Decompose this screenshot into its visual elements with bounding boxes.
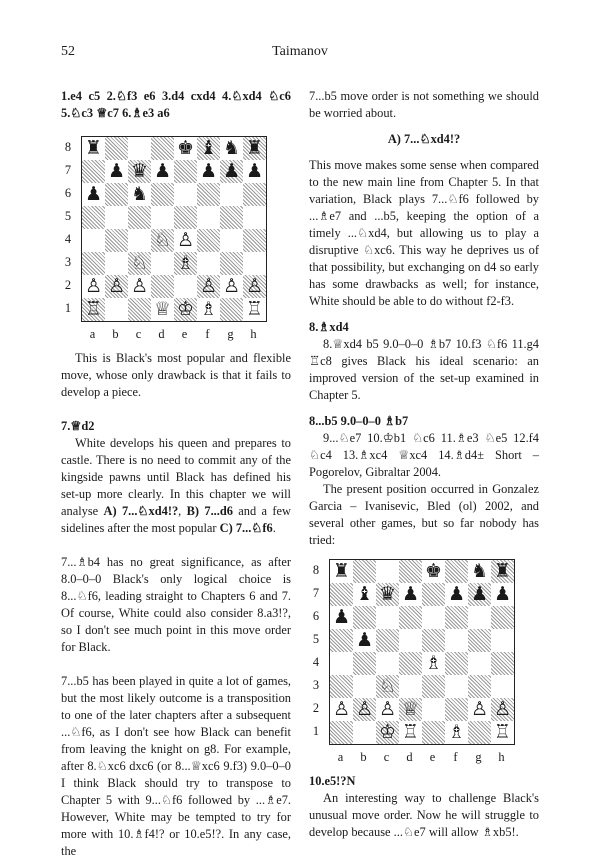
file-label: b	[112, 327, 119, 341]
chess-piece-white: ♙	[353, 698, 376, 721]
paragraph: This is Black's most popular and flexible move, whose only drawback is that it fails to develop a piece.	[61, 351, 291, 399]
board-square	[376, 652, 399, 675]
board-square	[197, 206, 220, 229]
board-square	[197, 252, 220, 275]
board-square	[105, 229, 128, 252]
board-square	[399, 675, 422, 698]
rank-label: 5	[312, 632, 320, 646]
board-square	[151, 275, 174, 298]
rank-label: 7	[64, 163, 72, 177]
move-heading: 8...b5 9.0–0–0 ♗b7	[309, 414, 409, 428]
chess-piece-white: ♖	[399, 721, 422, 744]
board-square	[376, 560, 399, 583]
paragraph: 8.♕xd4 b5 9.0–0–0 ♗b7 10.f3 ♘f6 11.g4 ♖c8 gives Black his ideal scenario: an improved version of the set-up examined in Chapter 5.	[309, 337, 539, 402]
chess-diagram-1	[61, 136, 291, 348]
chess-piece-white: ♖	[82, 298, 105, 321]
chess-piece-black: ♟	[330, 606, 353, 629]
board-square	[330, 583, 353, 606]
board-square	[151, 183, 174, 206]
rank-label: 8	[312, 563, 320, 577]
board-square	[243, 229, 266, 252]
chess-piece-white: ♗	[445, 721, 468, 744]
board-square	[399, 652, 422, 675]
board-square	[491, 652, 514, 675]
chess-piece-black: ♜	[330, 560, 353, 583]
chess-piece-black: ♟	[491, 583, 514, 606]
chess-piece-black: ♚	[422, 560, 445, 583]
paragraph	[61, 435, 291, 537]
rank-label: 6	[64, 186, 72, 200]
chess-piece-white: ♙	[220, 275, 243, 298]
chess-piece-black: ♞	[128, 183, 151, 206]
board-square	[330, 675, 353, 698]
chess-piece-black: ♟	[399, 583, 422, 606]
rank-label: 5	[64, 209, 72, 223]
board-square	[353, 560, 376, 583]
file-label: c	[135, 327, 142, 341]
board-square	[82, 206, 105, 229]
paragraph: The present position occurred in Gonzalez Garcia – Ivanisevic, Bled (ol) 2002, and several other games, but so far nobody has tried:	[309, 482, 539, 547]
text: .	[272, 521, 276, 535]
chess-piece-white: ♙	[376, 698, 399, 721]
board-square	[128, 298, 151, 321]
rank-label: 3	[312, 678, 320, 692]
chess-piece-white: ♗	[197, 298, 220, 321]
chess-piece-black: ♟	[353, 629, 376, 652]
file-labels	[329, 749, 513, 766]
board-square	[422, 698, 445, 721]
board-square	[468, 721, 491, 744]
board-square	[468, 606, 491, 629]
board-square	[376, 606, 399, 629]
board-square	[491, 606, 514, 629]
chess-piece-black: ♞	[220, 137, 243, 160]
page-number: 52	[61, 44, 75, 59]
chess-piece-white: ♔	[174, 298, 197, 321]
chess-piece-black: ♝	[353, 583, 376, 606]
rank-labels	[309, 559, 323, 743]
board-square	[422, 721, 445, 744]
board-square	[174, 206, 197, 229]
board-square	[82, 229, 105, 252]
chess-piece-white: ♙	[105, 275, 128, 298]
chess-piece-black: ♟	[197, 160, 220, 183]
chess-piece-white: ♙	[491, 698, 514, 721]
chess-piece-black: ♟	[468, 583, 491, 606]
board-square	[243, 206, 266, 229]
board-square	[82, 160, 105, 183]
board-square	[174, 275, 197, 298]
text: and a few sidelines after the most popular	[61, 504, 291, 535]
board-square	[243, 183, 266, 206]
right-column	[309, 88, 539, 841]
board-square	[353, 675, 376, 698]
board-square	[105, 183, 128, 206]
chess-piece-white: ♗	[422, 652, 445, 675]
board-square	[220, 229, 243, 252]
rank-labels	[61, 136, 75, 320]
board-square	[82, 252, 105, 275]
variation-b: B) 7...d6	[186, 504, 233, 518]
board-square	[445, 560, 468, 583]
file-label: g	[227, 327, 234, 341]
chess-piece-black: ♟	[243, 160, 266, 183]
chess-piece-black: ♜	[491, 560, 514, 583]
file-label: d	[158, 327, 165, 341]
file-label: h	[250, 327, 257, 341]
board-square	[128, 229, 151, 252]
chess-piece-white: ♙	[197, 275, 220, 298]
rank-label: 3	[64, 255, 72, 269]
rank-label: 7	[312, 586, 320, 600]
chess-piece-white: ♙	[243, 275, 266, 298]
chess-piece-white: ♙	[82, 275, 105, 298]
chess-piece-black: ♟	[105, 160, 128, 183]
board-square	[399, 560, 422, 583]
chess-piece-white: ♘	[128, 252, 151, 275]
paragraph: 7...b5 has been played in quite a lot of games, but the most likely outcome is a transposition to one of the later chapters after a subsequent ...♘f6, as I don't see how Black can benefit from leaving the knight on g8. For example, after 8.♘xc6 dxc6 (or 8...♕xc6 9.f3) 9.0–0–0 I think Black should try to transpose to Chapter 5 with 9...♘f6 followed by ...♗e7. However, White may be tempted to try for more with 10.♗f4!? or 10.e5!?. In any case, the	[61, 674, 291, 858]
chess-diagram-2	[309, 559, 539, 771]
board-square	[468, 629, 491, 652]
rank-label: 1	[312, 724, 320, 738]
rank-label: 8	[64, 140, 72, 154]
rank-label: 4	[64, 232, 72, 246]
paragraph: 7...♗b4 has no great significance, as after 8.0–0–0 Black's only logical choice is 8...♘f6, leading straight to Chapters 6 and 7. Of course, White could also consider 8.a3!?, so I don't see much point in this move order for Black.	[61, 555, 291, 654]
board-square	[330, 721, 353, 744]
left-column	[61, 88, 291, 860]
board-square	[422, 583, 445, 606]
file-label: e	[429, 750, 436, 764]
page-header	[61, 44, 539, 64]
chess-piece-black: ♚	[174, 137, 197, 160]
chess-piece-white: ♘	[376, 675, 399, 698]
board-square	[128, 137, 151, 160]
chess-piece-black: ♟	[445, 583, 468, 606]
chess-piece-white: ♙	[174, 229, 197, 252]
board-square	[468, 675, 491, 698]
chess-piece-black: ♛	[376, 583, 399, 606]
board-square	[174, 160, 197, 183]
board-square	[353, 721, 376, 744]
board-square	[105, 137, 128, 160]
chessboard	[81, 136, 267, 322]
board-square	[422, 606, 445, 629]
file-label: b	[360, 750, 367, 764]
board-square	[151, 206, 174, 229]
board-square	[197, 229, 220, 252]
board-square	[445, 629, 468, 652]
chess-piece-white: ♔	[376, 721, 399, 744]
chess-piece-white: ♕	[151, 298, 174, 321]
board-square	[220, 183, 243, 206]
rank-label: 6	[312, 609, 320, 623]
variation-c: C) 7...♘f6	[219, 521, 273, 535]
board-square	[330, 652, 353, 675]
chess-piece-black: ♜	[82, 137, 105, 160]
chess-piece-black: ♝	[197, 137, 220, 160]
board-square	[243, 252, 266, 275]
chess-piece-white: ♙	[128, 275, 151, 298]
board-square	[220, 298, 243, 321]
paragraph: 7...b5 move order is not something we should be worried about.	[309, 89, 539, 120]
chess-piece-white: ♘	[151, 229, 174, 252]
chess-piece-white: ♗	[174, 252, 197, 275]
board-square	[105, 252, 128, 275]
board-square	[445, 606, 468, 629]
variation-a: A) 7...♘xd4!?	[103, 504, 179, 518]
chessboard	[329, 559, 515, 745]
file-label: c	[383, 750, 390, 764]
paragraph: This move makes some sense when compared to the new main line from Chapter 5. In that variation, Black plays 7...♘f6 followed by ...♗e7 and ...b5, keeping the option of a timely ...♘xd4, but allowing us to play a disruptive ♘xc6. This way he deprives us of that possibility, but exchanging on d4 so early has some drawbacks as well; for instance, White should be able to do without f2-f3.	[309, 158, 539, 308]
file-label: f	[453, 750, 458, 764]
board-square	[491, 629, 514, 652]
chess-piece-black: ♜	[243, 137, 266, 160]
opening-moves: 1.e4 c5 2.♘f3 e6 3.d4 cxd4 4.♘xd4 ♘c6 5.♘c3 ♕c7 6.♗e3 a6	[61, 89, 291, 120]
chess-piece-black: ♛	[128, 160, 151, 183]
chess-piece-black: ♟	[151, 160, 174, 183]
board-square	[445, 675, 468, 698]
file-label: a	[89, 327, 96, 341]
move-heading: 7.♕d2	[61, 419, 95, 433]
file-label: e	[181, 327, 188, 341]
chess-piece-white: ♙	[468, 698, 491, 721]
board-square	[491, 675, 514, 698]
file-label: f	[205, 327, 210, 341]
file-label: d	[406, 750, 413, 764]
board-square	[197, 183, 220, 206]
board-square	[468, 652, 491, 675]
board-square	[220, 252, 243, 275]
running-title: Taimanov	[272, 44, 328, 59]
chess-piece-black: ♟	[82, 183, 105, 206]
rank-label: 4	[312, 655, 320, 669]
board-square	[422, 675, 445, 698]
board-square	[151, 137, 174, 160]
paragraph: 9...♘e7 10.♔b1 ♘c6 11.♗e3 ♘e5 12.f4 ♘c4 13.♗xc4 ♕xc4 14.♗d4± Short – Pogorelov, Gibraltar 2004.	[309, 431, 539, 479]
board-square	[220, 206, 243, 229]
file-label: g	[475, 750, 482, 764]
rank-label: 1	[64, 301, 72, 315]
chess-piece-white: ♖	[243, 298, 266, 321]
file-label: a	[337, 750, 344, 764]
move-heading: 8.♗xd4	[309, 320, 349, 334]
chess-piece-white: ♖	[491, 721, 514, 744]
board-square	[353, 652, 376, 675]
text: ,	[178, 504, 187, 518]
board-square	[330, 629, 353, 652]
rank-label: 2	[64, 278, 72, 292]
board-square	[151, 252, 174, 275]
board-square	[105, 298, 128, 321]
rank-label: 2	[312, 701, 320, 715]
board-square	[399, 606, 422, 629]
board-square	[376, 629, 399, 652]
move-heading: 10.e5!?N	[309, 774, 356, 788]
board-square	[174, 183, 197, 206]
board-square	[128, 206, 151, 229]
board-square	[445, 652, 468, 675]
file-labels	[81, 326, 265, 343]
file-label: h	[498, 750, 505, 764]
chess-piece-black: ♟	[220, 160, 243, 183]
paragraph: An interesting way to challenge Black's unusual move order. Now he will struggle to develop because ...♘e7 will allow ♗xb5!.	[309, 791, 539, 839]
chess-piece-black: ♞	[468, 560, 491, 583]
chess-piece-white: ♕	[399, 698, 422, 721]
board-square	[105, 206, 128, 229]
board-square	[445, 698, 468, 721]
board-square	[399, 629, 422, 652]
section-heading: A) 7...♘xd4!?	[387, 132, 461, 146]
chess-piece-white: ♙	[330, 698, 353, 721]
board-square	[422, 629, 445, 652]
board-square	[353, 606, 376, 629]
paragraph-text: White develops his queen and prepares to castle. There is no need to commit any of the kingside pawns until Black has defined his set-up more clearly. In this chapter we will analyse	[61, 436, 291, 518]
